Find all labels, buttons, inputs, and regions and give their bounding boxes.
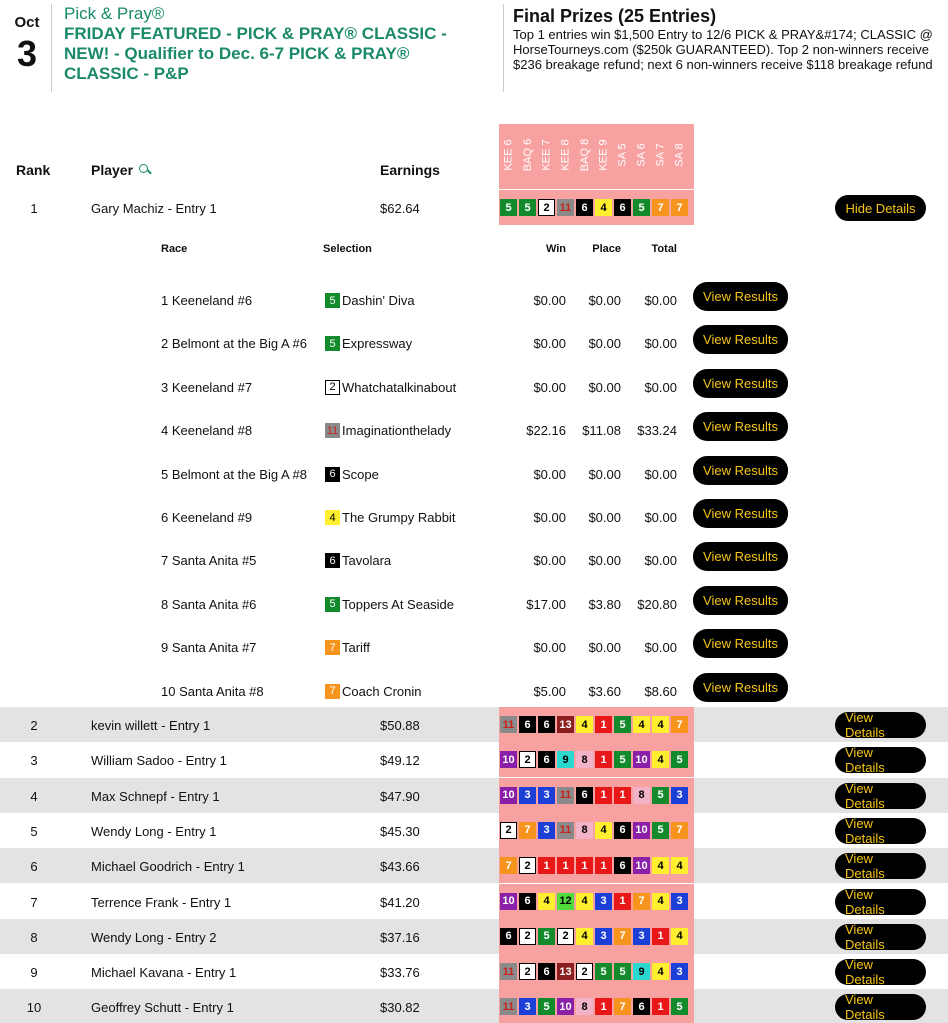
saddle-cloth-6: 6 — [519, 716, 536, 733]
win-cell: $0.00 — [533, 293, 566, 308]
saddle-cloth-4: 4 — [576, 716, 593, 733]
place-cell: $0.00 — [588, 336, 621, 352]
saddle-cloth-1: 1 — [595, 751, 612, 768]
pick-list — [500, 857, 688, 874]
race-header — [576, 125, 594, 185]
earnings-cell: $50.88 — [380, 718, 420, 733]
rank-cell: 1 — [30, 201, 38, 216]
saddle-cloth-5: 5 — [500, 199, 517, 216]
table-row — [0, 848, 948, 883]
detail-row — [0, 583, 948, 626]
view-details-button[interactable]: View Details — [835, 712, 926, 738]
event-day: 3 — [16, 33, 38, 74]
horse-name: Dashin' Diva — [342, 293, 415, 308]
race-header — [633, 125, 651, 185]
saddle-cloth-1: 1 — [576, 857, 593, 874]
pick-list — [500, 963, 688, 980]
saddle-cloth-6: 6 — [614, 857, 631, 874]
race-header — [500, 125, 518, 185]
saddle-cloth-6: 6 — [576, 787, 593, 804]
win-column-header: Win — [545, 243, 566, 255]
win-cell: $0.00 — [533, 466, 566, 482]
saddle-cloth-1: 1 — [538, 857, 555, 874]
detail-row — [0, 409, 948, 452]
table-row — [0, 778, 948, 813]
saddle-cloth-2: 2 — [557, 928, 574, 945]
rank-cell: 10 — [26, 1000, 42, 1016]
selection-cell — [325, 336, 412, 351]
event-month: Oct — [14, 14, 40, 31]
saddle-cloth-5: 5 — [671, 751, 688, 768]
table-row — [0, 954, 948, 989]
race-header — [538, 125, 556, 185]
saddle-cloth-5: 5 — [595, 963, 612, 980]
view-details-button[interactable]: View Details — [835, 994, 926, 1020]
saddle-cloth-7: 7 — [671, 199, 688, 216]
total-cell: $0.00 — [644, 379, 677, 395]
place-cell: $0.00 — [588, 553, 621, 569]
saddle-cloth-11: 11 — [500, 716, 517, 733]
saddle-cloth-4: 4 — [595, 199, 612, 216]
place-cell: $0.00 — [588, 466, 621, 482]
table-row — [0, 742, 948, 777]
saddle-cloth-5: 5 — [652, 787, 669, 804]
saddle-cloth-10: 10 — [633, 822, 650, 839]
saddle-cloth-2: 2 — [519, 751, 536, 768]
selection-cell — [325, 423, 451, 438]
saddle-cloth-11: 11 — [557, 787, 574, 804]
saddle-cloth-11: 11 — [500, 998, 517, 1015]
saddle-cloth-1: 1 — [614, 893, 631, 910]
earnings-cell: $33.76 — [380, 965, 420, 981]
detail-row — [0, 496, 948, 539]
pick-list — [500, 893, 688, 910]
saddle-cloth-4: 4 — [595, 822, 612, 839]
saddle-cloth-5: 5 — [671, 998, 688, 1015]
race-cell: 2 Belmont at the Big A #6 — [161, 336, 307, 352]
saddle-cloth-4: 4 — [538, 893, 555, 910]
view-results-button[interactable]: View Results — [693, 499, 788, 528]
saddle-cloth-7: 7 — [671, 716, 688, 733]
saddle-cloth-4: 4 — [652, 857, 669, 874]
saddle-cloth-11: 11 — [557, 822, 574, 839]
saddle-cloth-5: 5 — [614, 963, 631, 980]
saddle-cloth-3: 3 — [538, 822, 555, 839]
view-results-button[interactable]: View Results — [693, 586, 788, 615]
table-row — [0, 813, 948, 848]
race-header-band — [499, 124, 694, 189]
saddle-cloth-1: 1 — [595, 857, 612, 874]
race-cell: 4 Keeneland #8 — [161, 423, 253, 439]
saddle-cloth-5: 5 — [325, 336, 340, 351]
saddle-cloth-2: 2 — [500, 822, 517, 839]
view-results-button[interactable]: View Results — [693, 282, 788, 311]
horse-name: Scope — [342, 466, 379, 482]
saddle-cloth-11: 11 — [326, 424, 339, 437]
detail-row — [0, 626, 948, 669]
divider — [503, 4, 504, 92]
view-details-button[interactable]: View Details — [835, 924, 926, 950]
race-header-label: KEE 8 — [560, 139, 572, 171]
saddle-cloth-11: 11 — [500, 963, 517, 980]
race-header — [614, 125, 632, 185]
saddle-cloth-6: 6 — [538, 716, 555, 733]
saddle-cloth-6: 6 — [614, 822, 631, 839]
saddle-cloth-10: 10 — [633, 751, 650, 768]
place-cell: $3.80 — [588, 596, 621, 612]
player-column-header — [91, 162, 151, 178]
pick-list — [500, 998, 688, 1015]
player-cell: Wendy Long - Entry 2 — [91, 929, 217, 945]
race-header-label: KEE 9 — [598, 139, 610, 171]
saddle-cloth-8: 8 — [576, 998, 593, 1015]
saddle-cloth-4: 4 — [325, 510, 340, 525]
pick-list — [500, 928, 688, 945]
saddle-cloth-2: 2 — [519, 857, 536, 874]
table-row — [0, 190, 948, 225]
total-cell: $0.00 — [644, 553, 677, 569]
view-results-button[interactable]: View Results — [693, 456, 788, 485]
rank-column-header: Rank — [16, 162, 51, 178]
hide-details-button[interactable]: Hide Details — [835, 195, 926, 221]
total-cell: $0.00 — [644, 510, 677, 525]
race-cell: 3 Keeneland #7 — [161, 379, 253, 395]
saddle-cloth-8: 8 — [576, 751, 593, 768]
saddle-cloth-4: 4 — [652, 716, 669, 733]
rank-cell: 3 — [30, 753, 38, 769]
player-cell: Max Schnepf - Entry 1 — [91, 788, 220, 804]
horse-name: Tariff — [342, 640, 370, 656]
saddle-cloth-7: 7 — [671, 822, 688, 839]
detail-row — [0, 366, 948, 409]
saddle-cloth-2: 2 — [519, 928, 536, 945]
player-cell: Michael Goodrich - Entry 1 — [91, 859, 245, 875]
earnings-cell: $30.82 — [380, 1000, 420, 1016]
selection-cell — [325, 510, 455, 525]
win-cell: $0.00 — [533, 640, 566, 656]
view-details-button[interactable]: View Details — [835, 853, 926, 879]
table-row — [0, 989, 948, 1023]
win-cell: $0.00 — [533, 379, 566, 395]
race-cell: 10 Santa Anita #8 — [161, 683, 264, 699]
table-row — [0, 707, 948, 742]
race-header-label: SA 6 — [636, 143, 648, 167]
saddle-cloth-7: 7 — [614, 928, 631, 945]
detail-row — [0, 322, 948, 365]
total-cell: $0.00 — [644, 336, 677, 352]
rank-cell: 9 — [30, 965, 38, 981]
place-cell: $0.00 — [588, 293, 621, 308]
total-cell: $33.24 — [637, 423, 677, 439]
view-details-button[interactable]: View Details — [835, 959, 926, 985]
race-cell: 9 Santa Anita #7 — [161, 640, 257, 656]
earnings-cell: $49.12 — [380, 753, 420, 769]
race-header-label: BAQ 8 — [579, 138, 591, 172]
saddle-cloth-11: 11 — [557, 199, 574, 216]
saddle-cloth-4: 4 — [576, 928, 593, 945]
place-cell: $0.00 — [588, 379, 621, 395]
saddle-cloth-6: 6 — [576, 199, 593, 216]
saddle-cloth-3: 3 — [519, 787, 536, 804]
saddle-cloth-7: 7 — [325, 684, 340, 699]
earnings-column-header: Earnings — [380, 162, 440, 178]
saddle-cloth-6: 6 — [500, 928, 517, 945]
prizes-description: Top 1 entries win $1,500 Entry to 12/6 PICK & PRAY&#174; CLASSIC @ HorseTourneys.com ($250k GUARANTEED). Top 2 non-winners receive $236 breakage refund; next 6 non-winners receive $118 breakage refund — [513, 27, 933, 72]
race-header-label: SA 7 — [655, 143, 667, 167]
race-header-label: BAQ 6 — [522, 138, 534, 172]
table-row — [0, 919, 948, 954]
earnings-cell: $43.66 — [380, 859, 420, 875]
saddle-cloth-10: 10 — [500, 787, 517, 804]
saddle-cloth-5: 5 — [538, 998, 555, 1015]
horse-name: Toppers At Seaside — [342, 596, 455, 612]
saddle-cloth-6: 6 — [538, 963, 555, 980]
saddle-cloth-10: 10 — [557, 998, 574, 1015]
player-cell: William Sadoo - Entry 1 — [91, 753, 227, 769]
place-column-header: Place — [592, 243, 621, 255]
view-details-button[interactable]: View Details — [835, 747, 926, 773]
saddle-cloth-4: 4 — [633, 716, 650, 733]
view-details-button[interactable]: View Details — [835, 783, 926, 809]
saddle-cloth-10: 10 — [500, 893, 517, 910]
saddle-cloth-7: 7 — [325, 640, 340, 655]
saddle-cloth-4: 4 — [671, 928, 688, 945]
view-details-button[interactable]: View Details — [835, 818, 926, 844]
earnings-cell: $41.20 — [380, 894, 420, 910]
horse-name: Tavolara — [342, 553, 392, 569]
earnings-cell: $37.16 — [380, 929, 420, 945]
saddle-cloth-9: 9 — [633, 963, 650, 980]
saddle-cloth-6: 6 — [538, 751, 555, 768]
race-header-label: KEE 7 — [541, 139, 553, 171]
saddle-cloth-3: 3 — [538, 787, 555, 804]
saddle-cloth-5: 5 — [652, 822, 669, 839]
player-column-label: Player — [91, 162, 134, 178]
saddle-cloth-5: 5 — [538, 928, 555, 945]
race-header — [671, 125, 689, 185]
saddle-cloth-1: 1 — [652, 998, 669, 1015]
selection-cell — [325, 293, 415, 308]
view-results-button[interactable]: View Results — [693, 325, 788, 354]
prizes-title: Final Prizes (25 Entries) — [513, 6, 717, 26]
saddle-cloth-2: 2 — [325, 380, 340, 395]
rank-cell: 7 — [30, 894, 38, 910]
race-header-label: SA 5 — [617, 143, 629, 167]
horse-name: Expressway — [342, 336, 413, 352]
saddle-cloth-2: 2 — [576, 963, 593, 980]
win-cell: $17.00 — [526, 596, 566, 612]
saddle-cloth-9: 9 — [557, 751, 574, 768]
place-cell: $0.00 — [588, 640, 621, 656]
saddle-cloth-10: 10 — [633, 857, 650, 874]
search-icon[interactable] — [139, 164, 151, 176]
view-results-button[interactable]: View Results — [693, 673, 788, 702]
detail-row — [0, 453, 948, 496]
player-cell: Gary Machiz - Entry 1 — [91, 201, 217, 216]
player-cell: Geoffrey Schutt - Entry 1 — [91, 1000, 234, 1016]
saddle-cloth-2: 2 — [538, 199, 555, 216]
saddle-cloth-4: 4 — [671, 857, 688, 874]
view-results-button[interactable]: View Results — [693, 369, 788, 398]
earnings-cell: $45.30 — [380, 823, 420, 839]
view-results-button[interactable]: View Results — [693, 542, 788, 571]
saddle-cloth-5: 5 — [519, 199, 536, 216]
race-header — [557, 125, 575, 185]
total-cell: $0.00 — [644, 466, 677, 482]
selection-column-header: Selection — [323, 243, 372, 255]
player-cell: Wendy Long - Entry 1 — [91, 823, 217, 839]
selection-cell — [325, 380, 456, 395]
total-cell: $20.80 — [637, 596, 677, 612]
total-cell: $0.00 — [644, 640, 677, 656]
saddle-cloth-13: 13 — [557, 716, 574, 733]
player-cell: Michael Kavana - Entry 1 — [91, 965, 237, 981]
earnings-cell: $62.64 — [380, 201, 420, 216]
detail-row — [0, 279, 948, 322]
rank-cell: 8 — [30, 929, 38, 945]
horse-name: Imaginationthelady — [342, 423, 452, 439]
saddle-cloth-10: 10 — [500, 751, 517, 768]
win-cell: $22.16 — [526, 423, 566, 439]
saddle-cloth-3: 3 — [671, 963, 688, 980]
place-cell: $0.00 — [588, 510, 621, 525]
event-subtitle: Pick & Pray® — [64, 4, 165, 23]
rank-cell: 5 — [30, 823, 38, 839]
saddle-cloth-2: 2 — [519, 963, 536, 980]
saddle-cloth-12: 12 — [557, 893, 574, 910]
rank-cell: 4 — [30, 788, 38, 804]
saddle-cloth-5: 5 — [325, 597, 340, 612]
earnings-cell: $47.90 — [380, 788, 420, 804]
player-cell: Terrence Frank - Entry 1 — [91, 894, 232, 910]
race-header — [519, 125, 537, 185]
win-cell: $5.00 — [533, 683, 566, 699]
selection-cell — [325, 467, 379, 482]
saddle-cloth-5: 5 — [325, 293, 340, 308]
pick-list — [500, 787, 688, 804]
race-header-label: KEE 6 — [503, 139, 515, 171]
horse-name: Whatchatalkinabout — [342, 379, 457, 395]
win-cell: $0.00 — [533, 553, 566, 569]
selection-cell — [325, 553, 391, 568]
saddle-cloth-8: 8 — [576, 822, 593, 839]
pick-list — [500, 199, 688, 216]
selection-cell — [325, 640, 370, 655]
saddle-cloth-3: 3 — [671, 893, 688, 910]
saddle-cloth-6: 6 — [325, 467, 340, 482]
divider — [51, 4, 52, 92]
saddle-cloth-3: 3 — [633, 928, 650, 945]
saddle-cloth-4: 4 — [576, 893, 593, 910]
horse-name: The Grumpy Rabbit — [342, 510, 456, 525]
saddle-cloth-6: 6 — [633, 998, 650, 1015]
saddle-cloth-6: 6 — [614, 199, 631, 216]
view-results-button[interactable]: View Results — [693, 412, 788, 441]
saddle-cloth-1: 1 — [595, 716, 612, 733]
saddle-cloth-7: 7 — [614, 998, 631, 1015]
total-cell: $8.60 — [644, 683, 677, 699]
race-column-header: Race — [161, 243, 188, 255]
player-cell: kevin willett - Entry 1 — [91, 718, 211, 733]
race-header — [595, 125, 613, 185]
view-details-button[interactable]: View Details — [835, 889, 926, 915]
rank-cell: 2 — [30, 718, 38, 733]
saddle-cloth-7: 7 — [633, 893, 650, 910]
saddle-cloth-7: 7 — [500, 857, 517, 874]
saddle-cloth-8: 8 — [633, 787, 650, 804]
saddle-cloth-7: 7 — [652, 199, 669, 216]
saddle-cloth-1: 1 — [652, 928, 669, 945]
view-results-button[interactable]: View Results — [693, 629, 788, 658]
saddle-cloth-7: 7 — [519, 822, 536, 839]
win-cell: $0.00 — [533, 510, 566, 525]
race-header — [652, 125, 670, 185]
saddle-cloth-3: 3 — [595, 928, 612, 945]
saddle-cloth-1: 1 — [595, 998, 612, 1015]
race-cell: 7 Santa Anita #5 — [161, 553, 257, 569]
race-cell: 5 Belmont at the Big A #8 — [161, 466, 307, 482]
event-title: FRIDAY FEATURED - PICK & PRAY® CLASSIC - NEW! - Qualifier to Dec. 6-7 PICK & PRAY® CLASSIC - P&P — [64, 24, 447, 83]
selection-cell — [325, 684, 422, 699]
saddle-cloth-3: 3 — [519, 998, 536, 1015]
selection-cell — [325, 597, 454, 612]
race-cell: 8 Santa Anita #6 — [161, 596, 257, 612]
win-cell: $0.00 — [533, 336, 566, 352]
detail-row — [0, 539, 948, 582]
saddle-cloth-5: 5 — [633, 199, 650, 216]
saddle-cloth-6: 6 — [325, 553, 340, 568]
rank-cell: 6 — [30, 859, 38, 875]
saddle-cloth-3: 3 — [595, 893, 612, 910]
saddle-cloth-3: 3 — [671, 787, 688, 804]
total-column-header: Total — [651, 243, 677, 255]
saddle-cloth-4: 4 — [652, 751, 669, 768]
place-cell: $11.08 — [582, 423, 621, 439]
saddle-cloth-4: 4 — [652, 963, 669, 980]
saddle-cloth-4: 4 — [652, 893, 669, 910]
race-cell: 6 Keeneland #9 — [161, 510, 253, 525]
table-row — [0, 884, 948, 919]
saddle-cloth-5: 5 — [614, 751, 631, 768]
race-header-label: SA 8 — [674, 143, 686, 167]
race-cell: 1 Keeneland #6 — [161, 293, 253, 308]
total-cell: $0.00 — [644, 293, 677, 308]
saddle-cloth-1: 1 — [557, 857, 574, 874]
place-cell: $3.60 — [588, 683, 621, 699]
horse-name: Coach Cronin — [342, 683, 422, 699]
saddle-cloth-13: 13 — [557, 963, 574, 980]
saddle-cloth-6: 6 — [519, 893, 536, 910]
saddle-cloth-5: 5 — [614, 716, 631, 733]
pick-list — [500, 822, 688, 839]
saddle-cloth-1: 1 — [614, 787, 631, 804]
saddle-cloth-1: 1 — [595, 787, 612, 804]
pick-list — [500, 751, 688, 768]
pick-list — [500, 716, 688, 733]
